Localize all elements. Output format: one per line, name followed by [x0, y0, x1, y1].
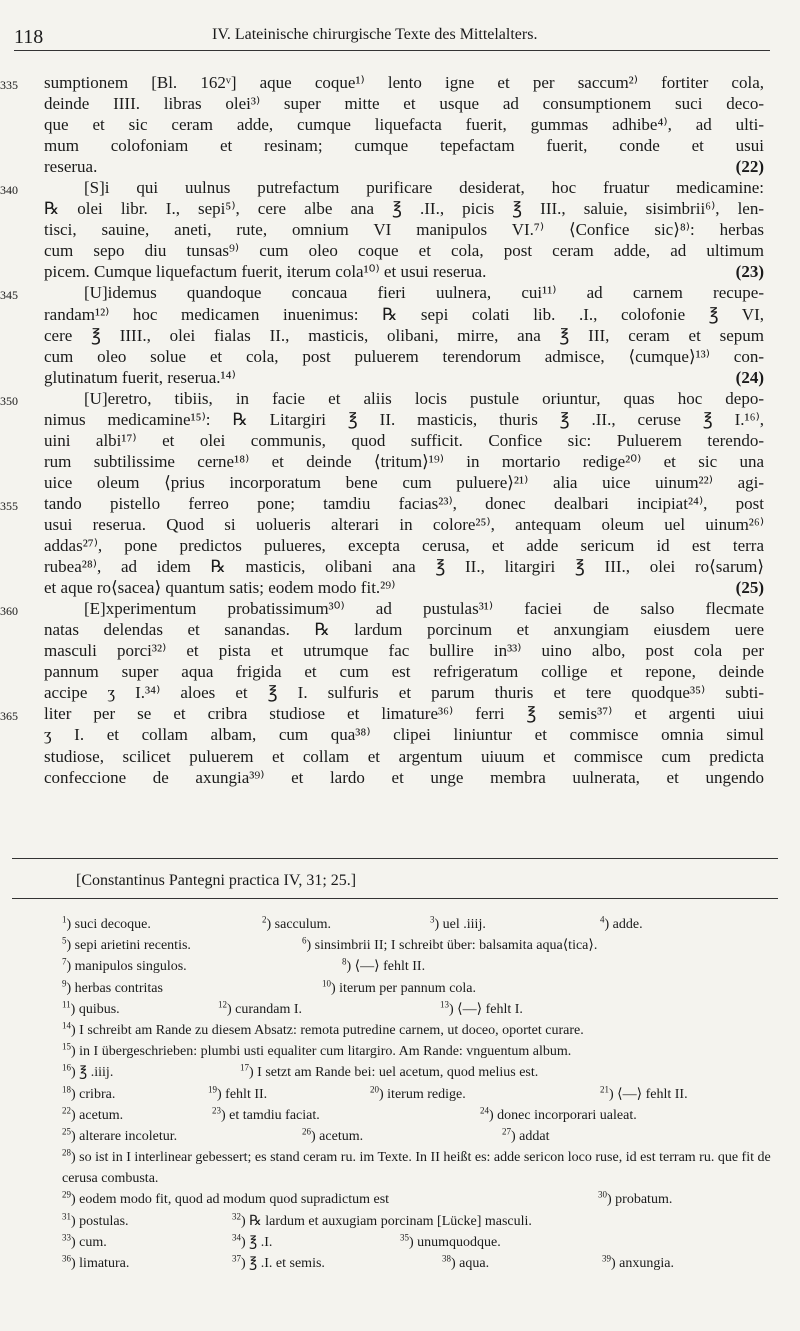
footnote-text: alterare incoletur. [79, 1128, 178, 1144]
line-text: cere ℥ IIII., olei fialas II., masticis, olibani, mirre, ana ℥ III, ceram et sepum [44, 325, 764, 345]
footnote-number: 7 [62, 956, 67, 967]
line-text: natas delendas et sanandas. ℞ lardum porcinum et anxungiam eiusdem uere [44, 620, 764, 640]
footnote: $^{24}$) donec incorporari ualeat. [480, 1105, 637, 1123]
footnote: $^{13}$) ⟨—⟩ fehlt I. [440, 999, 523, 1017]
footnote-text: herbas contritas [74, 980, 163, 996]
footnote-number: 14 [62, 1020, 71, 1031]
line-text: ℞ olei libr. I., sepi⁵⁾, cere albe ana ℥ .II., picis ℥ III., saluie, sisimbrii⁶⁾, len- [44, 199, 764, 219]
line-text: uini albi¹⁷⁾ et olei communis, quod sufficit. Confice sic: Puluerem terendo- [44, 430, 764, 450]
footnote-row [40, 1253, 785, 1274]
line-text: nimus medicamine¹⁵⁾: ℞ Litargiri ℥ II. masticis, thuris ℥ .II., ceruse ℥ I.¹⁶⁾, [44, 409, 764, 429]
line-text: mum colofoniam et resinam; cumque tepefactam fuerit, conde et usui [44, 136, 764, 156]
footnote-number: 22 [62, 1105, 71, 1116]
text-line [44, 619, 764, 640]
footnote: $^2$) sacculum. [262, 914, 332, 932]
footnote-row [40, 1041, 785, 1062]
footnote-text: fehlt II. [225, 1086, 268, 1102]
footnote: $^{17}$) I setzt am Rande bei: uel acetum, quod melius est. [240, 1062, 539, 1081]
footnote-text: sepi arietini recentis. [74, 938, 191, 954]
footnote-number: 34 [232, 1232, 241, 1243]
footnote-text: cum. [79, 1234, 107, 1250]
line-text: glutinatum fuerit, reserua.¹⁴⁾ [44, 367, 236, 387]
footnote-text: in I übergeschrieben: plumbi usti equaliter cum litargiro. Am Rande: vnguentum album. [79, 1044, 572, 1060]
footnote-text: ℥ .iiij. [79, 1065, 114, 1081]
footnote: $^7$) manipulos singulos. [62, 956, 187, 975]
footnote: $^{29}$) eodem modo fit, quod ad modum quod supradictum est [62, 1189, 390, 1208]
footnote: $^{31}$) postulas. [62, 1211, 129, 1229]
divider [12, 898, 778, 899]
text-line [0, 703, 764, 724]
footnote-text: ℞ lardum et auxugiam porcinam [Lücke] masculi. [249, 1213, 532, 1229]
footnote-text: limatura. [79, 1256, 130, 1272]
footnote-text: acetum. [79, 1107, 124, 1123]
footnote: $^{10}$) iterum per pannum cola. [322, 977, 477, 996]
footnote-number: 26 [302, 1126, 311, 1137]
footnote-text: ℥ .I. [249, 1234, 273, 1250]
line-text: [S]i qui uulnus putrefactum purificare desiderat, hoc fruatur medicamine: [84, 178, 764, 198]
footnote-row [40, 978, 785, 999]
text-line [44, 367, 764, 388]
footnote-row [40, 999, 785, 1020]
footnote: $^{26}$) acetum. [302, 1126, 364, 1144]
footnote: $^{23}$) et tamdiu faciat. [212, 1105, 320, 1123]
footnote: $^{37}$) ℥ .I. et semis. [232, 1253, 325, 1272]
text-line [44, 156, 764, 177]
footnote-text: quibus. [78, 1001, 120, 1017]
footnote: $^{19}$) fehlt II. [208, 1083, 268, 1102]
line-text: confeccione de axungia³⁹⁾ et lardo et unge membra uulnerata, et ungendo [44, 767, 764, 787]
text-line [44, 240, 764, 261]
footnote-number: 38 [442, 1253, 451, 1264]
footnote-number: 11 [62, 999, 71, 1010]
footnote-number: 25 [62, 1126, 71, 1137]
footnote-text: anxungia. [619, 1256, 674, 1272]
footnote-number: 8 [342, 956, 347, 967]
footnote-number: 3 [430, 914, 435, 925]
text-line [44, 325, 764, 346]
footnote-number: 13 [440, 999, 449, 1010]
footnote-row [40, 1189, 785, 1210]
line-text: tando pistello ferreo pone; tamdiu facias²³⁾, donec dealbari incipiat²⁴⁾, post [44, 493, 764, 513]
text-line [44, 304, 764, 325]
line-text: [U]eretro, tibiis, in facie et aliis locis pustule oriuntur, quas hoc depo- [84, 388, 764, 408]
line-text: que et sic ceram adde, cumque liquefacta fuerit, gummas adhibe⁴⁾, ad ulti- [44, 115, 764, 135]
footnote: $^{20}$) iterum redige. [370, 1083, 466, 1102]
text-line [44, 114, 764, 135]
footnote-number: 2 [262, 914, 267, 925]
footnote-row [40, 1105, 785, 1126]
footnote-number: 6 [302, 935, 307, 946]
line-text: liter per se et cribra studiose et limature³⁶⁾ ferri ℥ semis³⁷⁾ et argenti uiui [44, 704, 764, 724]
footnote-number: 20 [370, 1083, 379, 1094]
text-line [44, 346, 764, 367]
text-line [44, 219, 764, 240]
line-text: masculi porci³²⁾ et pista et utrumque fac bullire in³³⁾ uino albo, post cola per [44, 641, 764, 661]
text-line [44, 724, 764, 745]
line-number: 335 [0, 78, 18, 92]
text-line [0, 598, 764, 619]
line-number: 345 [0, 288, 18, 303]
footnote: $^{33}$) cum. [62, 1232, 107, 1250]
footnote-text: I setzt am Rande bei: uel acetum, quod melius est. [257, 1065, 539, 1081]
footnote: $^{18}$) cribra. [62, 1083, 116, 1102]
footnote-number: 10 [322, 977, 331, 988]
footnote-number: 27 [502, 1126, 511, 1137]
footnote: $^{35}$) unumquodque. [400, 1232, 501, 1250]
text-line [44, 556, 764, 577]
footnote-number: 39 [602, 1253, 611, 1264]
text-line [0, 388, 764, 409]
footnote-number: 21 [600, 1083, 609, 1094]
line-text: uice oleum ⟨prius incorporatum bene cum puluere⟩²¹⁾ alia uice uinum²²⁾ agi- [44, 472, 764, 492]
footnote-text: cribra. [79, 1086, 116, 1102]
footnote-number: 9 [62, 977, 67, 988]
footnote: $^{38}$) aqua. [442, 1253, 490, 1272]
footnote-number: 30 [598, 1189, 607, 1200]
footnote-number: 5 [62, 935, 67, 946]
text-line [44, 451, 764, 472]
footnote-number: 37 [232, 1253, 241, 1264]
footnote-text: ⟨—⟩ fehlt II. [617, 1086, 688, 1102]
line-number: 360 [0, 604, 18, 619]
footnote-text: sacculum. [274, 917, 332, 932]
line-text: et aque ro⟨sacea⟩ quantum satis; eodem modo fit.²⁹⁾ [44, 578, 396, 598]
line-text: deinde IIII. libras olei³⁾ super mitte et usque ad consumptionem suci deco- [44, 94, 764, 114]
footnote: $^{28}$) so ist in I interlinear gebessert; es stand ceram ru. im Texte. In II heißt es: adde sericon loco ruse, id est terram ru. que fit de cerusa combusta. [62, 1147, 771, 1187]
footnote: $^{22}$) acetum. [62, 1105, 124, 1123]
footnote: $^6$) sinsimbrii II; I schreibt über: balsamita aqua⟨tica⟩. [302, 935, 598, 954]
footnote-number: 33 [62, 1232, 71, 1243]
footnote: $^{27}$) addat [502, 1126, 550, 1144]
footnote: $^{14}$) I schreibt am Rande zu diesem Absatz: remota putredine carnem, ut doceo, oportet curare. [62, 1020, 584, 1038]
footnote-number: 4 [600, 914, 605, 925]
text-line [44, 93, 764, 114]
footnote: $^{21}$) ⟨—⟩ fehlt II. [600, 1083, 688, 1102]
footnote: $^{34}$) ℥ .I. [232, 1232, 273, 1250]
footnote-text: ⟨—⟩ fehlt I. [457, 1001, 523, 1017]
footnote-text: suci decoque. [74, 917, 151, 932]
footnote-number: 36 [62, 1253, 71, 1264]
line-text: cum oleo solue et cola, post puluerem terendorum admisce, ⟨cumque⟩¹³⁾ con- [44, 346, 764, 366]
footnote-text: probatum. [615, 1192, 673, 1208]
footnote: $^{39}$) anxungia. [602, 1253, 674, 1272]
divider [12, 858, 778, 859]
footnote-text: addat [519, 1128, 550, 1144]
footnote-number: 32 [232, 1211, 241, 1221]
footnote-number: 19 [208, 1083, 217, 1094]
section-number: (24) [735, 367, 764, 387]
footnote-row [40, 1147, 785, 1189]
footnote: $^8$) ⟨—⟩ fehlt II. [342, 956, 426, 975]
text-line [44, 472, 764, 493]
footnote: $^{36}$) limatura. [62, 1253, 130, 1272]
main-text [0, 72, 764, 788]
footnote-row [40, 1211, 785, 1232]
line-text: sumptionem [Bl. 162ᵛ] aque coque¹⁾ lento igne et per saccum²⁾ fortiter cola, [44, 73, 764, 92]
text-line [44, 261, 764, 282]
footnote-number: 35 [400, 1232, 409, 1243]
line-text: ʒ I. et collam albam, cum qua³⁸⁾ clipei liniuntur et commisce omnia simul [44, 725, 764, 745]
footnote-text: uel .iiij. [442, 917, 486, 932]
line-text: accipe ʒ I.³⁴⁾ aloes et ℥ I. sulfuris et parum thuris et tere quodque³⁵⁾ subti- [44, 683, 764, 703]
text-line [44, 198, 764, 219]
line-text: cum sepo diu tunsas⁹⁾ cum oleo coque et cola, post ceram adde, ad ultimum [44, 241, 764, 261]
line-text: addas²⁷⁾, pone predictos pulueres, excepta cerusa, et adde sericum id est terra [44, 536, 764, 556]
text-line [44, 135, 764, 156]
text-line [44, 640, 764, 661]
line-number: 350 [0, 393, 18, 408]
footnote-row [40, 1232, 785, 1253]
footnote-text: manipulos singulos. [74, 959, 187, 975]
footnote-text: I schreibt am Rande zu diesem Absatz: remota putredine carnem, ut doceo, oportet curare. [79, 1022, 584, 1038]
text-line [0, 493, 764, 514]
footnote-text: postulas. [79, 1213, 129, 1229]
footnote: $^{16}$) ℥ .iiij. [62, 1062, 114, 1081]
footnote-row [40, 935, 785, 956]
footnote-number: 12 [218, 999, 227, 1010]
footnote-number: 28 [62, 1147, 71, 1158]
footnote-number: 17 [240, 1062, 249, 1073]
footnote-row [40, 1126, 785, 1147]
footnote: $^{32}$) ℞ lardum et auxugiam porcinam [Lücke] masculi. [232, 1211, 532, 1229]
text-line [0, 72, 764, 93]
text-line [44, 514, 764, 535]
footnote: $^4$) adde. [600, 914, 643, 932]
footnotes [40, 914, 785, 1274]
footnote-text: sinsimbrii II; I schreibt über: balsamita aqua⟨tica⟩. [314, 938, 598, 954]
footnote-number: 29 [62, 1189, 71, 1200]
line-number: 355 [0, 498, 18, 513]
footnote-text: adde. [612, 917, 643, 932]
line-text: rum subtilissime cerne¹⁸⁾ et deinde ⟨tritum⟩¹⁹⁾ in mortario redige²⁰⁾ et sic una [44, 451, 764, 471]
section-number: (22) [735, 157, 764, 177]
source-note: [Constantinus Pantegni practica IV, 31; 25.] [76, 872, 357, 889]
text-line [44, 661, 764, 682]
line-text: rubea²⁸⁾, ad idem ℞ masticis, olibani ana ℥ II., litargiri ℥ III., olei ro⟨sarum⟩ [44, 557, 764, 577]
footnote-text: donec incorporari ualeat. [497, 1107, 637, 1123]
section-number: (23) [735, 262, 764, 282]
footnote-text: so ist in I interlinear gebessert; es stand ceram ru. im Texte. In II heißt es: adde sericon loco ruse, id est terram ru. que fit de cerusa combusta. [62, 1150, 771, 1187]
footnote-text: et tamdiu faciat. [229, 1107, 320, 1123]
footnote-text: aqua. [459, 1256, 490, 1272]
footnote-text: eodem modo fit, quod ad modum quod supradictum est [79, 1192, 390, 1208]
text-line [44, 430, 764, 451]
footnote: $^5$) sepi arietini recentis. [62, 935, 191, 954]
footnote-number: 23 [212, 1105, 221, 1116]
text-line [44, 409, 764, 430]
footnote: $^{15}$) in I übergeschrieben: plumbi usti equaliter cum litargiro. Am Rande: vnguentum album. [62, 1041, 572, 1060]
footnote-text: acetum. [319, 1128, 364, 1144]
line-text: usui reserua. Quod si uolueris alterari in colore²⁵⁾, antequam oleum uel uinum²⁶⁾ [44, 514, 764, 534]
line-number: 365 [0, 709, 18, 724]
footnote-text: curandam I. [235, 1001, 303, 1017]
line-number: 340 [0, 183, 18, 198]
text-line [0, 177, 764, 198]
section-number: (25) [735, 578, 764, 598]
text-line [44, 577, 764, 598]
footnote: $^9$) herbas contritas [62, 977, 163, 996]
line-text: tisci, sauine, aneti, rute, omnium VI manipulos VI.⁷⁾ ⟨Confice sic⟩⁸⁾: herbas [44, 220, 764, 240]
line-text: randam¹²⁾ hoc medicamen inuenimus: ℞ sepi colati lib. .I., colofonie ℥ VI, [44, 304, 764, 324]
footnote-number: 15 [62, 1041, 71, 1052]
text-line [0, 282, 764, 303]
footnote-number: 16 [62, 1062, 71, 1073]
text-line [44, 682, 764, 703]
text-line [44, 746, 764, 767]
line-text: reserua. [44, 157, 98, 177]
line-text: studiose, scilicet puluerem et collam et argentum uiuum et commisce cum predicta [44, 746, 764, 766]
text-line [44, 767, 764, 788]
footnote-text: ⟨—⟩ fehlt II. [354, 959, 426, 975]
footnote: $^{25}$) alterare incoletur. [62, 1126, 178, 1144]
page-header [14, 20, 770, 51]
footnote-row [40, 1020, 785, 1041]
footnote: $^{12}$) curandam I. [218, 999, 303, 1017]
footnote-text: unumquodque. [417, 1234, 501, 1250]
footnote-row [40, 914, 785, 935]
line-text: [U]idemus quandoque concaua fieri uulnera, cui¹¹⁾ ad carnem recupe- [84, 283, 764, 303]
footnote-text: iterum per pannum cola. [339, 980, 477, 996]
footnote-text: iterum redige. [387, 1086, 466, 1102]
footnote: $^3$) uel .iiij. [430, 914, 486, 932]
footnote-row [40, 1084, 785, 1105]
footnote-number: 18 [62, 1083, 71, 1094]
line-text: [E]xperimentum probatissimum³⁰⁾ ad pustulas³¹⁾ faciei de salso flecmate [84, 599, 764, 619]
footnote: $^1$) suci decoque. [62, 914, 151, 932]
footnote-number: 31 [62, 1211, 71, 1221]
footnote-row [40, 956, 785, 977]
page-number: 118 [14, 26, 44, 48]
footnote-number: 24 [480, 1105, 489, 1116]
line-text: pannum super aqua frigida et cum est refrigeratum collige et repone, deinde [44, 662, 764, 682]
line-text: picem. Cumque liquefactum fuerit, iterum cola¹⁰⁾ et usui reserua. [44, 262, 487, 282]
text-line [44, 535, 764, 556]
running-title: IV. Lateinische chirurgische Texte des Mittelalters. [212, 26, 538, 43]
footnote: $^{30}$) probatum. [598, 1189, 673, 1208]
footnote-text: ℥ .I. et semis. [249, 1256, 325, 1272]
footnote-row [40, 1062, 785, 1083]
footnote: $^{11}$) quibus. [62, 999, 120, 1017]
footnote-number: 1 [62, 914, 67, 925]
